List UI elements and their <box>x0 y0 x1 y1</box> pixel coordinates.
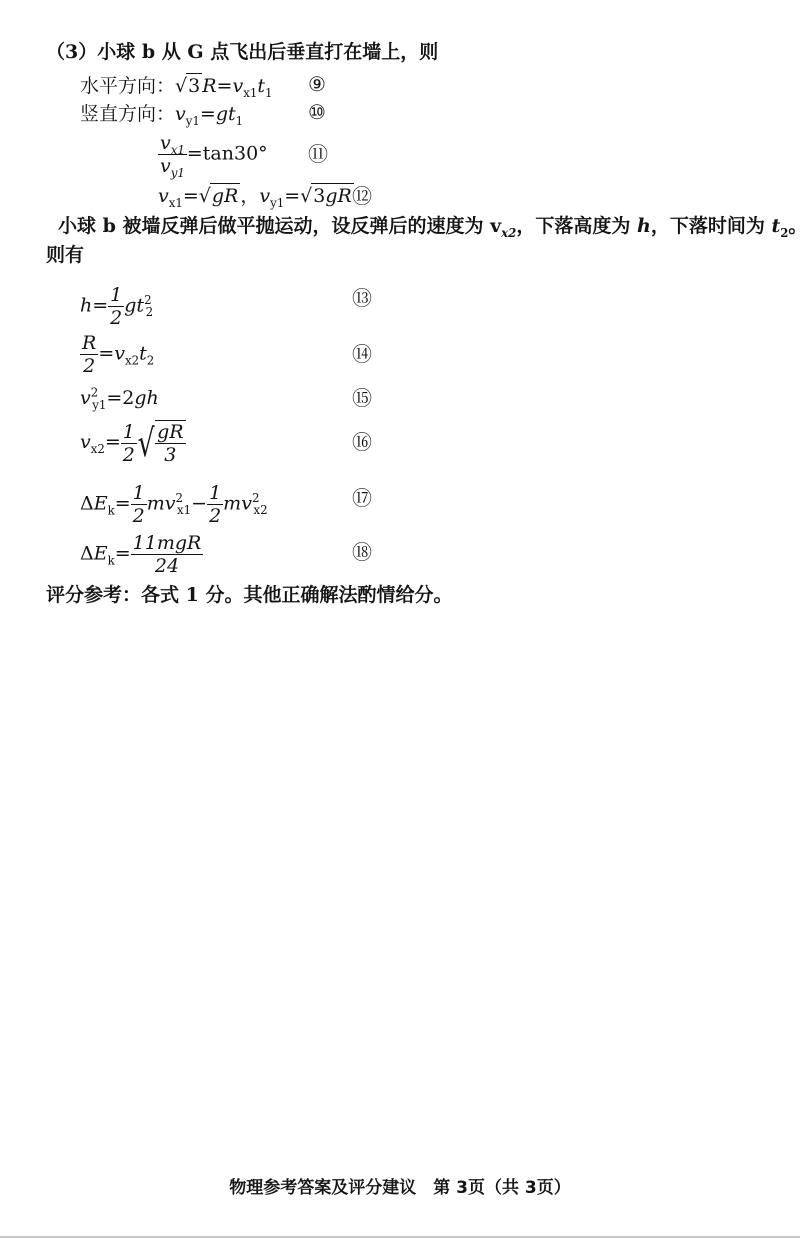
horizontal-label: 水平方向： <box>80 75 176 97</box>
bottom-divider <box>0 1236 800 1238</box>
equation-11 <box>158 132 268 180</box>
equation-16: $v_{x2}=$ $\frac{1}{2}$ √ $\frac{gR}{3}$ <box>80 420 184 466</box>
mark-13: ⑬ <box>352 286 372 310</box>
paragraph-line-2: 则有 <box>46 244 85 266</box>
mark-16: ⑯ <box>352 430 372 454</box>
page-footer: 物理参考答案及评分建议 第 3页（共 3页） <box>229 1178 571 1198</box>
scoring-note: 评分参考：各式 1 分。其他正确解法酌情给分。 <box>46 584 453 606</box>
tan-text: =tan30° <box>186 142 268 165</box>
mark-10: ⑩ <box>308 100 326 124</box>
part3-intro: （3）小球 b 从 G 点飞出后垂直打在墙上，则 <box>46 41 439 63</box>
equation-14: $\frac{R}{2}$ $=v_{x2}t_2$ <box>82 332 155 377</box>
mark-9: ⑨ <box>308 72 326 96</box>
equation-17: $\Delta E_k=$ $\frac{1}{2}$ $mv^2_{x1}-$ $\frac{1}{2}$ $mv^2_{x2}$ <box>80 482 268 527</box>
equation-18: $\Delta E_k=$ $\frac{\text{11mgR}}{24}$ <box>80 532 202 577</box>
mark-17: ⑰ <box>352 486 372 510</box>
mark-18: ⑱ <box>352 540 372 564</box>
equation-12: $v_{x1}=√gR$ ，$v_{y1}=√3gR$ <box>158 185 352 210</box>
mark-14: ⑭ <box>352 342 372 366</box>
fraction-vx1-vy1: $\frac{v_{x1}}{v_{y1}}$ <box>160 132 185 180</box>
mark-15: ⑮ <box>352 386 372 410</box>
equation-9: 水平方向：√3 $R=v_{x1}t_1$ <box>80 75 273 100</box>
equation-13: h= $\frac{1}{2}$ $gt^2_2$ <box>80 284 154 329</box>
mark-12: ⑫ <box>352 184 372 208</box>
equation-10: 竖直方向：$v_{y1}=gt_1$ <box>80 103 244 128</box>
paragraph-line-1: 小球 b 被墙反弹后做平抛运动，设反弹后的速度为 $v_{x2}$，下落高度为 h，下落时间为 $t_2$。 <box>58 215 807 240</box>
vertical-label: 竖直方向： <box>80 103 176 125</box>
equation-15: $v^2_{y1}=2gh$ <box>80 385 159 412</box>
mark-11: ⑪ <box>308 142 328 166</box>
